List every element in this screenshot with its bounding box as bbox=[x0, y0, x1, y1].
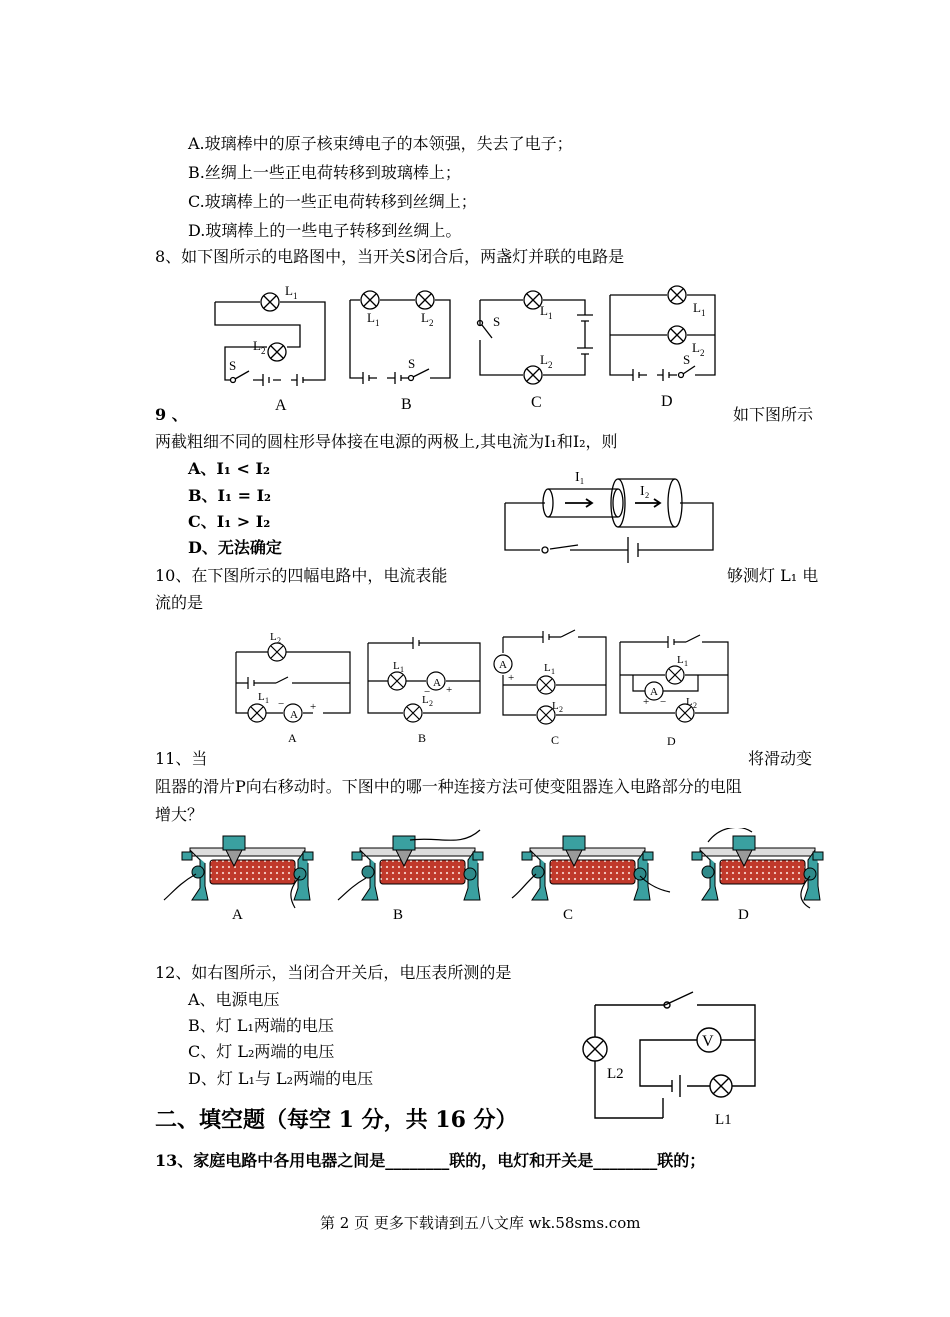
svg-text:1: 1 bbox=[400, 665, 404, 674]
svg-text:+: + bbox=[310, 701, 317, 713]
section-2-title: 二、填空题（每空 1 分，共 16 分） bbox=[155, 1107, 518, 1133]
svg-text:−: − bbox=[424, 686, 431, 698]
q11-stem: 阻器的滑片P向右移动时。下图中的哪一种连接方法可使变阻器连入电路部分的电阻 bbox=[155, 777, 742, 796]
q10-stem-left: 10、在下图所示的四幅电路中，电流表能 bbox=[155, 566, 448, 585]
q10-label-d: D bbox=[667, 734, 676, 748]
q11-label-d: D bbox=[738, 907, 749, 923]
svg-text:L: L bbox=[540, 303, 548, 318]
svg-text:L: L bbox=[367, 310, 375, 325]
q12-option-b: B、灯 L₁两端的电压 bbox=[188, 1016, 334, 1035]
q12-l2-label: L2 bbox=[607, 1066, 624, 1082]
q8-label-a: A bbox=[275, 397, 287, 414]
q8-label-b: B bbox=[401, 396, 412, 413]
q9-i1-label: I₁ bbox=[575, 470, 585, 485]
svg-text:L: L bbox=[677, 654, 684, 666]
svg-text:2: 2 bbox=[261, 346, 266, 356]
q8-stem: 8、如下图所示的电路图中，当开关S闭合后，两盏灯并联的电路是 bbox=[155, 247, 625, 266]
q10-stem-right: 够测灯 L₁ 电 bbox=[727, 566, 819, 585]
q12-stem: 12、如右图所示，当闭合开关后，电压表所测的是 bbox=[155, 963, 512, 982]
q12-option-c: C、灯 L₂两端的电压 bbox=[188, 1042, 335, 1061]
svg-text:2: 2 bbox=[429, 699, 433, 708]
svg-text:−: − bbox=[278, 698, 285, 710]
svg-text:1: 1 bbox=[701, 308, 706, 318]
svg-text:L: L bbox=[552, 700, 559, 712]
svg-text:A: A bbox=[433, 677, 441, 689]
q9-conductor-figure bbox=[500, 465, 720, 565]
page-footer: 第 2 页 更多下载请到五八文库 wk.58sms.com bbox=[320, 1214, 641, 1232]
q9-i2-label: I₂ bbox=[640, 484, 650, 499]
q10-label-a: A bbox=[288, 731, 297, 745]
q8-circuits-figure bbox=[205, 280, 720, 415]
svg-text:+: + bbox=[508, 672, 515, 684]
svg-text:L: L bbox=[393, 660, 400, 672]
svg-text:A: A bbox=[290, 709, 298, 721]
svg-text:+: + bbox=[446, 684, 453, 696]
svg-text:2: 2 bbox=[429, 318, 434, 328]
q13-text: 13、家庭电路中各用电器之间是________联的，电灯和开关是________联的； bbox=[155, 1151, 706, 1170]
q9-stem: 两截粗细不同的圆柱形导体接在电源的两极上,其电流为I₁和I₂，则 bbox=[155, 432, 618, 451]
q7-option-d: D.玻璃棒上的一些电子转移到丝绸上。 bbox=[188, 221, 462, 240]
svg-text:2: 2 bbox=[277, 636, 281, 645]
q7-option-b: B.丝绸上一些正电荷转移到玻璃棒上； bbox=[188, 163, 461, 182]
svg-text:L: L bbox=[253, 338, 261, 353]
svg-text:L: L bbox=[258, 691, 265, 703]
svg-text:1: 1 bbox=[551, 667, 555, 676]
svg-text:1: 1 bbox=[548, 311, 553, 321]
q12-voltmeter-label: V bbox=[702, 1033, 714, 1050]
q12-option-d: D、灯 L₁与 L₂两端的电压 bbox=[188, 1069, 374, 1088]
q11-label-a: A bbox=[232, 907, 243, 923]
q8-label-c: C bbox=[531, 394, 542, 411]
q7-option-c: C.玻璃棒上的一些正电荷转移到丝绸上； bbox=[188, 192, 477, 211]
q11-stem-right: 将滑动变 bbox=[748, 749, 813, 768]
q11-label-c: C bbox=[563, 907, 574, 923]
q11-stem-cont: 增大？ bbox=[155, 805, 204, 824]
q11-rheostats-figure bbox=[160, 828, 830, 928]
svg-text:L: L bbox=[285, 283, 293, 298]
svg-text:L: L bbox=[540, 352, 548, 367]
q9-option-c: C、I₁ > I₂ bbox=[188, 512, 271, 531]
svg-text:L: L bbox=[421, 310, 429, 325]
svg-text:S: S bbox=[683, 352, 691, 367]
q11-stem-left: 11、当 bbox=[155, 749, 208, 768]
svg-text:L: L bbox=[422, 694, 429, 706]
q12-option-a: A、电源电压 bbox=[188, 990, 280, 1009]
q9-option-b: B、I₁ = I₂ bbox=[188, 486, 272, 505]
q9-stem-right: 如下图所示 bbox=[733, 405, 814, 424]
svg-text:+: + bbox=[643, 696, 650, 708]
svg-text:2: 2 bbox=[559, 705, 563, 714]
q9-number: 9 、 bbox=[155, 405, 188, 424]
q10-circuits-figure bbox=[228, 625, 738, 750]
svg-text:2: 2 bbox=[693, 701, 697, 710]
q12-l1-label: L1 bbox=[715, 1112, 732, 1128]
svg-text:L: L bbox=[270, 631, 277, 643]
svg-text:1: 1 bbox=[265, 696, 269, 705]
svg-text:2: 2 bbox=[548, 360, 553, 370]
q9-option-d: D、无法确定 bbox=[188, 538, 282, 557]
svg-text:S: S bbox=[493, 314, 501, 329]
svg-text:L: L bbox=[692, 340, 700, 355]
q10-stem: 流的是 bbox=[155, 593, 204, 612]
q10-label-c: C bbox=[551, 733, 560, 747]
q12-circuit-figure bbox=[575, 990, 765, 1130]
svg-text:−: − bbox=[660, 696, 667, 708]
q9-option-a: A、I₁ < I₂ bbox=[188, 459, 270, 478]
q10-label-b: B bbox=[418, 731, 427, 745]
svg-text:1: 1 bbox=[293, 291, 298, 301]
svg-text:L: L bbox=[686, 696, 693, 708]
svg-text:1: 1 bbox=[684, 659, 688, 668]
svg-text:L: L bbox=[693, 300, 701, 315]
svg-text:S: S bbox=[408, 356, 416, 371]
q8-label-d: D bbox=[661, 393, 673, 410]
svg-text:2: 2 bbox=[700, 348, 705, 358]
svg-text:L: L bbox=[544, 662, 551, 674]
q7-option-a: A.玻璃棒中的原子核束缚电子的本领强，失去了电子； bbox=[188, 134, 573, 153]
svg-text:A: A bbox=[650, 686, 658, 698]
q11-label-b: B bbox=[393, 907, 404, 923]
svg-text:S: S bbox=[229, 358, 237, 373]
svg-text:1: 1 bbox=[375, 318, 380, 328]
svg-text:A: A bbox=[499, 659, 507, 671]
